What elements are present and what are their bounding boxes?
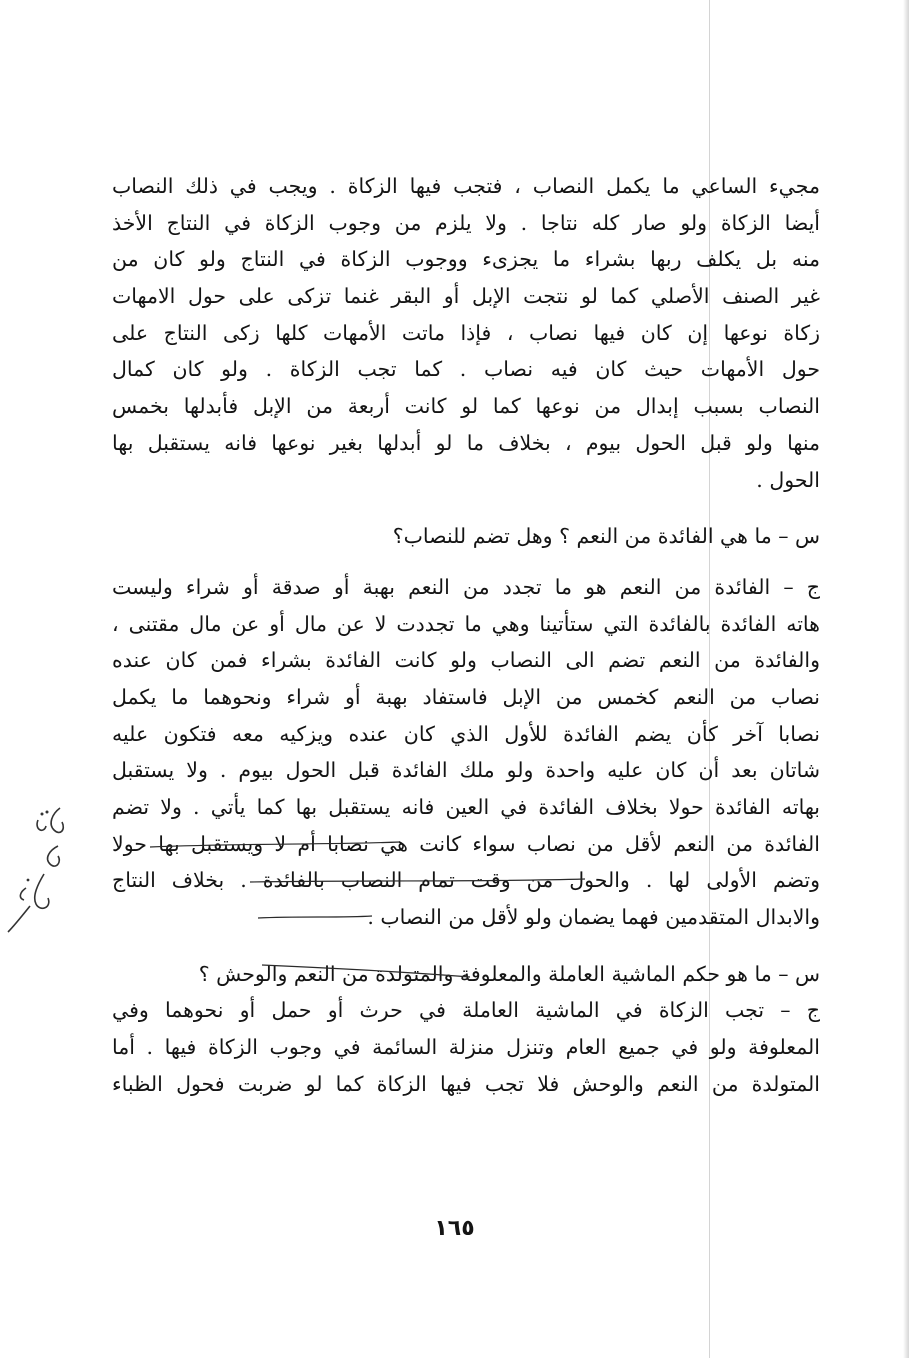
text-line: نصابا آخر كأن يضم الفائدة للأول الذي كان عنده ويزكيه معه فتكون عليه (112, 721, 820, 746)
text-line: المتولدة من النعم والوحش فلا تجب فيها الزكاة كما لو ضربت فحول الظباء (112, 1071, 820, 1096)
text-line: النصاب بسبب إبدال من نوعها كما لو كانت أربعة من الإبل فأبدلها بخمس (112, 394, 820, 419)
text-line: غير الصنف الأصلي كما لو نتجت الإبل أو البقر غنما تزكى على حول الامهات (112, 284, 820, 309)
paragraph-continuation (112, 168, 820, 498)
text-line: أيضا الزكاة ولو صار كله نتاجا . ولا يلزم من وجوب الزكاة في النتاج الأخذ (112, 210, 820, 235)
page-number: ١٦٥ (434, 1216, 475, 1241)
text-line: منها ولو قبل الحول بيوم ، بخلاف ما لو أبدلها بغير نوعها فانه يستقبل بها (112, 430, 820, 455)
text-line: ج – تجب الزكاة في الماشية العاملة في حرث أو حمل أو نحوهما وفي (112, 998, 820, 1023)
text-line: زكاة نوعها إن كان فيها نصاب ، فإذا ماتت الأمهات كلها زكى النتاج على (112, 320, 820, 345)
answer-paragraph (112, 992, 820, 1102)
text-line: وتضم الأولى لها . والحول من وقت تمام النصاب بالفائدة . بخلاف النتاج (112, 868, 820, 893)
text-line: المعلوفة ولو في جميع العام وتنزل منزلة السائمة في وجوب الزكاة فيها . أما (112, 1035, 820, 1060)
text-line: منه بل يكلف ربها بشراء ما يجزىء ووجوب الزكاة في النتاج ولو كان من (112, 247, 820, 272)
answer-paragraph (112, 569, 820, 936)
question-heading: س – ما هو حكم الماشية العاملة والمعلوفة والمتولدة من النعم والوحش ؟ (198, 961, 820, 986)
text-line: الفائدة من النعم لأقل من نصاب سواء كانت هي نصابا أم لا ويستقبل بها حولا (112, 831, 820, 856)
text-line: الحول . (756, 467, 820, 492)
text-line: والفائدة من النعم تضم الى النصاب ولو كانت الفائدة بشراء فمن كان عنده (112, 648, 820, 673)
text-line: هاته الفائدة بالفائدة التي ستأتينا وهي ما تجددت لا عن مال أو عن مال مقتنى ، (112, 611, 820, 636)
text-line: حول الأمهات حيث كان فيه نصاب . كما تجب الزكاة . ولو كان كمال (112, 357, 820, 382)
text-line: والابدال المتقدمين فهما يضمان ولو لأقل من النصاب . (367, 905, 820, 930)
question-heading: س – ما هي الفائدة من النعم ؟ وهل تضم للنصاب؟ (392, 524, 820, 549)
handwritten-margin-note (0, 800, 90, 940)
handwriting-drawing (0, 800, 90, 940)
text-line: شاتان بعد أن كان عليه واحدة ولو ملك الفائدة قبل الحول بيوم . ولا يستقبل (112, 758, 820, 783)
text-line: نصاب من النعم كخمس من الإبل فاستفاد بهبة أو شراء ونحوهما ما يكمل (112, 684, 820, 709)
page-edge (903, 0, 909, 1358)
text-line: ج – الفائدة من النعم هو ما تجدد من النعم بهبة أو صدقة أو شراء وليست (112, 574, 820, 599)
text-line: بهاته الفائدة حولا بخلاف الفائدة في العين فانه يستقبل بها كما يأتي . ولا تضم (112, 795, 820, 819)
page-text (112, 168, 820, 1103)
text-line: مجيء الساعي ما يكمل النصاب ، فتجب فيها الزكاة . ويجب في ذلك النصاب (112, 174, 820, 198)
